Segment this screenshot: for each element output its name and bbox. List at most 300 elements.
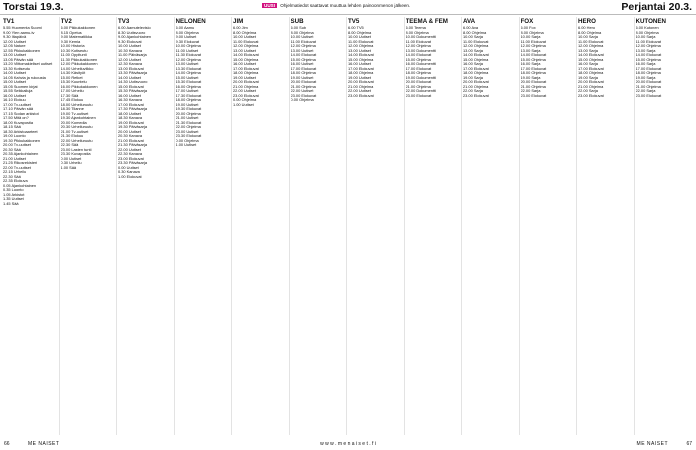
program-listing: 18.00 Ohjelma (635, 71, 661, 75)
program-listing: 15.00 Ohjelma (348, 57, 374, 62)
program-listing: 15.00 Ohjelma (578, 57, 604, 62)
program-listing: 17.50 Mitä on? (3, 116, 29, 120)
program-listing: 15.30 Elokuvat (175, 80, 202, 84)
program-listing: 13.00 Sarja (463, 48, 483, 53)
program-listing: 17.00 Elokuvat (290, 66, 317, 71)
program-listing: 14.00 Elokuvat (520, 53, 547, 57)
program-listing: 6.00 Sub (290, 26, 307, 30)
program-listing: 1.05 Arkistot (3, 192, 25, 197)
program-listing: 12.00 Ohjelma (635, 44, 661, 48)
program-listing: 14.00 Elokuvat (635, 53, 662, 57)
program-listing: 10.00 Uutiset (118, 44, 141, 48)
program-listing: 12.00 Pikkukakkonen (60, 62, 98, 66)
program-listing: 12.00 Ohjelma (463, 44, 489, 48)
program-listing: 6.00 Ava (463, 26, 479, 30)
channel-column (233, 17, 288, 437)
program-listing: 21.30 Päiväsarja (118, 143, 147, 147)
program-listing: 20.30 Sää (3, 147, 21, 152)
program-listing: 19.00 Sarja (520, 75, 541, 80)
program-listing: 16.00 Dokumentti (405, 62, 436, 66)
program-listing: 20.00 Ohjelma (175, 111, 201, 116)
channel-column (463, 17, 518, 437)
program-change-text: Ohjelmatiedot saattavat muuttua lehden painoonmenon jälkeen. (280, 3, 411, 8)
program-listing: 17.00 Elokuvat (463, 66, 489, 71)
program-listing: 16.30 Kanava (118, 98, 143, 102)
program-listing: 18.30 Arkistoaarteet (3, 129, 38, 134)
program-listing: 10.00 Sarja (463, 35, 483, 39)
program-listing: 15.00 Ohjelma (233, 57, 259, 62)
program-columns (3, 17, 693, 437)
column-divider (576, 17, 577, 435)
program-listing: 18.00 Ohjelma (233, 71, 259, 75)
program-listing: 18.15 Sää (3, 125, 21, 129)
program-listing: 13.00 Uutiset (348, 48, 371, 53)
program-listing: 6.00 TV5 (348, 26, 364, 30)
program-listing: 18.00 Urheiluruutu (60, 102, 93, 107)
channel-heading: TV3 (118, 18, 130, 25)
program-listing: 17.00 Uutiset (175, 89, 199, 93)
channel-heading: KUTONEN (635, 18, 666, 25)
program-listing: 22.30 Sää (60, 143, 79, 147)
program-listing: 12.00 Uutiset (3, 39, 26, 44)
program-listing: 12.00 Ohjelma (578, 44, 604, 48)
program-listing: 8.00 Ohjelma (463, 30, 487, 35)
channel-column (521, 17, 576, 437)
program-listing: 11.00 Elokuvat (348, 39, 374, 44)
program-listing: 17.30 Elokuvat (175, 93, 202, 98)
program-listing: 19.00 Sarja (578, 75, 598, 80)
program-listing: 9.30 Elokuvat (118, 39, 142, 44)
program-listing: 15.00 Elokuvat (118, 84, 144, 89)
program-listing: 16.00 Uutiset (348, 62, 371, 66)
program-listing: 16.00 Ohjelma (175, 84, 201, 89)
program-listing: 17.00 Elokuvat (348, 66, 374, 71)
program-listing: 19.00 Elokuvat (118, 120, 144, 125)
program-listing: 18.00 Uutiset (118, 111, 141, 116)
program-listing: 10.00 Sarja (520, 35, 541, 39)
program-listing: 13.00 Sarja (578, 48, 598, 53)
channel-column (176, 17, 231, 437)
program-listing: 16.00 Uutiset (3, 93, 26, 98)
column-divider (461, 17, 462, 435)
program-listing: 1.35 Uutiset (3, 197, 24, 201)
program-listing: 13.00 Uutiset (3, 53, 26, 57)
channel-column (61, 17, 116, 437)
channel-column (406, 17, 461, 437)
program-listing: 16.00 Sarja (635, 62, 656, 66)
channel-column (578, 17, 633, 437)
program-listing: 20.00 Elokuvat (233, 80, 259, 84)
program-listing: 19.30 Elokuvat (175, 107, 202, 111)
program-listing: 10.00 Ohjelma (175, 44, 201, 48)
program-listing: 13.00 Uutiset (233, 48, 256, 53)
header-rule (0, 14, 696, 15)
program-listing: 10.00 Historia (60, 44, 85, 48)
program-listing: 22.15 Urheilu (3, 170, 27, 174)
program-listing: 15.55 Seikkailuja (3, 89, 33, 93)
program-listing: 11.00 Oppitunti (60, 53, 87, 57)
program-listing: 23.30 Kuvapostia (60, 152, 91, 156)
program-listing: 22.00 Urheiluruutu (60, 138, 93, 143)
program-listing: 23.00 Elokuvat (463, 93, 489, 98)
program-listing: 6.00 Teema (405, 26, 426, 30)
program-listing: 22.00 Sarja (463, 89, 483, 93)
program-listing: 17.30 Päiväsarja (118, 107, 147, 111)
column-divider (404, 17, 405, 435)
program-listing: 8.00 Ohjelma (348, 30, 372, 35)
program-listing: 14.00 Urheiluviikko (60, 66, 94, 71)
program-listing: 14.05 Kahvia ja rukousta (3, 75, 46, 80)
program-listing: 13.00 Dokumentti (405, 48, 436, 53)
program-listing: 15.00 Ohjelma (463, 57, 489, 62)
program-listing: 19.00 Uutiset (175, 102, 199, 107)
program-listing: 21.00 Ohjelma (405, 84, 431, 89)
right-page-day-title: Perjantai 20.3. (621, 1, 692, 13)
program-listing: 22.35 Elokuva (3, 179, 28, 183)
program-listing: 12.00 Ohjelma (405, 44, 431, 48)
program-listing: 22.00 Sarja (578, 89, 598, 93)
program-listing: 0.30 Urheilu (60, 161, 82, 165)
program-listing: 13.00 Uutiset (290, 48, 314, 53)
program-listing: 17.10 Päivän sää (3, 107, 34, 111)
program-listing: 21.00 Ohjelma (520, 84, 546, 89)
program-listing: 22.00 Sarja (635, 89, 656, 93)
program-listing: 22.30 Sää (3, 174, 21, 179)
program-listing: 18.00 Ohjelma (405, 71, 431, 75)
program-listing: 23.00 Lasten tunti (60, 147, 92, 152)
program-listing: 12.55 Pikkukakkonen (3, 48, 40, 53)
column-divider (634, 17, 635, 435)
column-divider (289, 17, 290, 435)
program-listing: 17.00 Urheilu (60, 89, 84, 93)
program-listing: 6.00 Pikkukakkonen (60, 26, 96, 30)
program-listing: 22.00 Ohjelma (175, 125, 201, 129)
program-listing: 19.00 Uutiset (290, 75, 314, 80)
program-listing: 8.00 Ohjelma (635, 30, 659, 35)
program-listing: 8.00 Ohjelma (233, 30, 257, 35)
program-listing: 14.00 Elokuvat (290, 53, 317, 57)
program-listing: 21.00 Tv-uutiset (60, 129, 89, 134)
program-listing: 11.00 Elokuvat (578, 39, 604, 44)
channel-column (348, 17, 403, 437)
channel-heading: NELONEN (175, 18, 206, 25)
program-listing: 10.00 Dokumentti (405, 35, 436, 39)
program-listing: 15.00 Retket (60, 75, 83, 80)
program-listing: 6.00 Hero (578, 26, 596, 30)
program-listing: 9.00 Uutiset (175, 35, 197, 39)
program-listing: 6.00 Fox (520, 26, 536, 30)
program-listing: 23.00 Elokuvat (290, 93, 317, 98)
left-page-day-title: Torstai 19.3. (3, 1, 64, 13)
column-divider (174, 17, 175, 435)
channel-heading: TV1 (3, 18, 15, 25)
channel-column (3, 17, 58, 437)
website-url: w w w . m e n a i s e t . f i (320, 441, 376, 447)
page-footer (0, 438, 696, 450)
program-listing: 22.00 Tv-uutiset (3, 165, 31, 170)
channel-column (291, 17, 346, 437)
program-listing: 20.00 Elokuvat (635, 80, 662, 84)
program-listing: 22.00 Sarja (520, 89, 541, 93)
program-listing: 16.00 Sarja (578, 62, 598, 66)
channel-heading: AVA (463, 18, 476, 25)
program-listing: 9.30 Elokuvat (175, 39, 200, 44)
program-listing: 22.30 Kanava (118, 152, 143, 156)
program-listing: 13.05 Päivän sää (3, 57, 34, 62)
program-listing: 11.00 Elokuvat (290, 39, 316, 44)
program-listing: 12.05 Nature (3, 44, 26, 48)
program-listing: 8.00 Ohjelma (290, 30, 314, 35)
program-listing: 22.00 Uutiset (348, 89, 371, 93)
program-listing: 15.00 Ohjelma (520, 57, 546, 62)
channel-heading: SUB (290, 18, 304, 25)
channel-heading: TEEMA & FEM (405, 18, 448, 25)
program-listing: 22.00 Uutiset (118, 147, 141, 152)
program-listing: 15.00 Uutiset (3, 80, 26, 84)
program-listing: 21.00 Ohjelma (290, 84, 316, 89)
program-listing: 13.20 Viittomakieliset uutiset (3, 62, 53, 66)
program-listing: 0.00 Ohjelma (290, 98, 314, 102)
program-listing: 9.00 Matematiikka (60, 35, 93, 39)
program-listing: 18.00 Ohjelma (290, 71, 316, 75)
program-listing: 8.00 Ohjelma (405, 30, 429, 35)
program-listing: 6.00 Aamutelevisio (118, 26, 151, 30)
program-listing: 14.00 Uutiset (118, 75, 141, 80)
program-listing: 13.00 Sarja (635, 48, 656, 53)
column-divider (519, 17, 520, 435)
program-listing: 20.30 Kanava (118, 134, 143, 138)
program-listing: 20.00 Elokuvat (348, 80, 374, 84)
program-listing: 21.30 Elokuvat (175, 120, 202, 125)
program-listing: 8.00 Ohjelma (520, 30, 544, 35)
program-listing: 19.30 Ajankohtainen (60, 116, 96, 120)
program-listing: 17.45 Elokuu (60, 98, 84, 102)
program-listing: 15.00 Ohjelma (405, 57, 431, 62)
program-listing: 14.30 Uutisvuoro (118, 80, 148, 84)
program-listing: 14.00 Elokuvat (233, 53, 259, 57)
program-listing: 21.00 Uutiset (3, 156, 26, 161)
program-listing: 19.30 Pikkukakkonen (3, 138, 40, 143)
program-listing: 14.00 Elokuvat (348, 53, 374, 57)
program-listing: 21.00 Ohjelma (348, 84, 374, 89)
program-listing: 20.00 Elokuvat (520, 80, 547, 84)
program-listing: 11.00 Uutiset (175, 48, 199, 53)
program-listing: 23.00 Elokuvat (348, 93, 374, 98)
program-listing: 6.00 Jim (233, 26, 248, 30)
program-listing: 16.00 Uutiset (118, 93, 141, 98)
program-listing: 23.00 Elokuvat (520, 93, 547, 98)
program-listing: 0.00 Uutiset (118, 165, 139, 170)
program-listing: 0.00 Ohjelma (175, 138, 199, 143)
program-listing: 17.00 Tv-uutiset (3, 102, 31, 107)
program-listing: 8.00 Ohjelma (578, 30, 602, 35)
program-listing: 13.00 Elokuvat (118, 66, 144, 71)
magazine-name-left: ME NAISET (28, 441, 60, 447)
channel-heading: TV2 (60, 18, 72, 25)
program-listing: 22.00 Dokumentti (405, 89, 436, 93)
program-listing: 11.00 Elokuvat (233, 39, 259, 44)
program-listing: 18.00 Ohjelma (348, 71, 374, 75)
program-listing: 16.00 Uutiset (290, 62, 314, 66)
program-listing: 20.30 Urheiluruutu (60, 125, 93, 129)
program-listing: 19.00 Sarja (463, 75, 483, 80)
program-listing: 14.30 Käsityöt (60, 71, 86, 75)
program-listing: 20.00 Komedia (60, 120, 87, 125)
program-listing: 10.00 Uutiset (348, 35, 371, 39)
channel-column (118, 17, 173, 437)
program-listing: 16.00 Sarja (520, 62, 541, 66)
program-listing: 9.00 Ajankohtainen (118, 35, 152, 39)
program-listing: 23.00 Uutiset (175, 129, 199, 134)
program-listing: 12.00 Ohjelma (348, 44, 374, 48)
program-listing: 8.30 Uutisvuoro (118, 30, 146, 35)
page-number-right: 67 (686, 441, 692, 447)
column-divider (116, 17, 117, 435)
magazine-name-right: ME NAISET (636, 441, 668, 447)
page-number-left: 66 (4, 441, 10, 447)
program-listing: 19.30 Päiväsarja (118, 125, 147, 129)
channel-heading: TV5 (348, 18, 360, 25)
program-listing: 11.00 Elokuvat (520, 39, 546, 44)
program-listing: 20.00 Uutiset (118, 129, 141, 134)
program-listing: 11.00 Päiväsarja (118, 53, 147, 57)
program-listing: 11.00 Elokuvat (463, 39, 489, 44)
program-listing: 18.30 Tilanne (60, 107, 84, 111)
program-listing: 18.00 Ohjelma (578, 71, 604, 75)
column-divider (59, 17, 60, 435)
program-listing: 12.00 Ohjelma (290, 44, 316, 48)
program-listing: 11.00 Elokuvat (405, 39, 431, 44)
program-listing: 20.00 Elokuvat (578, 80, 604, 84)
program-listing: 6.00 Kutonen (635, 26, 659, 30)
program-listing: 23.30 Elokuvat (175, 134, 202, 138)
program-listing: 0.00 Ohjelma (233, 98, 257, 102)
program-listing: 21.25 Rikosrekisteri (3, 161, 38, 165)
program-listing: 23.00 Elokuvat (578, 93, 604, 98)
program-listing: 16.00 Sarja (463, 62, 483, 66)
program-listing: 20.00 Elokuvat (405, 80, 432, 84)
program-listing: 17.00 Elokuvat (520, 66, 547, 71)
program-listing: 20.00 Elokuvat (290, 80, 317, 84)
program-listing: 10.00 Uutiset (233, 35, 256, 39)
program-listing: 0.00 Uutiset (60, 156, 82, 161)
program-listing: 17.00 Elokuvat (405, 66, 432, 71)
program-listing: 11.30 Elokuvat (175, 53, 201, 57)
program-listing: 20.35 Ajankohtainen (3, 152, 39, 156)
column-divider (346, 17, 347, 435)
program-listing: 14.00 Uutiset (3, 71, 26, 75)
program-listing: 16.10 Elokuu (3, 98, 26, 102)
program-listing: 23.30 Päiväsarja (118, 161, 147, 165)
program-listing: 9.00 Ylen aamu-tv (3, 30, 35, 35)
program-listing: 21.00 Ohjelma (578, 84, 604, 89)
program-listing: 21.00 Uutiset (175, 116, 199, 120)
program-listing: 1.45 Sää (3, 201, 19, 206)
program-listing: 13.00 Uutiset (175, 62, 199, 66)
program-listing: 19.00 Uutiset (233, 75, 256, 80)
program-listing: 12.00 Uutiset (118, 57, 141, 62)
program-listing: 10.00 Sarja (635, 35, 656, 39)
program-listing: 13.30 Kotiseutu (3, 66, 31, 71)
program-listing: 8.00 Ohjelma (175, 30, 199, 35)
column-divider (231, 17, 232, 435)
program-listing: 18.00 Ohjelma (520, 71, 546, 75)
program-listing: 15.00 Ohjelma (635, 57, 661, 62)
program-listing: 0.30 Kanava (118, 170, 140, 174)
program-listing: 8.15 Opetus (60, 30, 82, 35)
program-listing: 21.00 Elokuvat (118, 138, 144, 143)
program-listing: 18.00 Ohjelma (175, 98, 201, 102)
program-listing: 21.00 Ohjelma (233, 84, 259, 89)
program-listing: 23.00 Elokuvat (635, 93, 662, 98)
program-listing: 1.00 Uutiset (175, 143, 197, 147)
program-listing: 18.00 Ohjelma (463, 71, 489, 75)
program-listing: 1.00 Sää (60, 165, 77, 170)
new-badge: UUSI (264, 3, 275, 8)
program-listing: 11.30 Pikkukakkonen (60, 57, 98, 62)
program-listing: 23.00 Elokuvat (405, 93, 432, 98)
program-listing: 15.00 Uutiset (175, 75, 199, 80)
program-listing: 22.00 Uutiset (233, 89, 256, 93)
program-listing: 17.00 Elokuvat (635, 66, 662, 71)
program-listing: 0.05 Ajankohtainen (3, 183, 37, 188)
program-listing: 12.00 Ohjelma (175, 57, 201, 62)
program-listing: 23.00 Elokuvat (118, 156, 144, 161)
program-listing: 16.00 Pikkukakkonen (60, 84, 98, 89)
program-listing: 22.00 Uutiset (290, 89, 314, 93)
channel-heading: JIM (233, 18, 244, 25)
program-listing: 19.00 Luonto (3, 134, 26, 138)
program-listing: 1.00 Elokuvat (118, 174, 142, 179)
program-listing: 14.00 Elokuvat (405, 53, 432, 57)
channel-heading: HERO (578, 18, 596, 25)
program-listing: 21.30 Elokuu (60, 134, 84, 138)
channel-column (636, 17, 691, 437)
program-listing: 16.00 Uutiset (233, 62, 256, 66)
program-listing: 9.30 Iltapäivä (3, 35, 27, 39)
program-listing: 20.00 Elokuvat (463, 80, 489, 84)
program-listing: 10.00 Uutiset (290, 35, 314, 39)
program-listing: 0.35 Luonto (3, 188, 24, 192)
program-listing: 18.00 Kuvapostia (3, 120, 34, 125)
program-listing: 12.30 Kanava (118, 62, 143, 66)
program-listing: 12.00 Ohjelma (233, 44, 259, 48)
program-listing: 15.30 Kuuntelu (60, 80, 87, 84)
program-listing: 17.00 Elokuvat (233, 66, 259, 71)
program-listing: 12.00 Ohjelma (520, 44, 546, 48)
page-header (0, 0, 696, 14)
program-listing: 13.30 Päiväsarja (118, 71, 147, 75)
program-listing: 15.05 Suomen kirjat (3, 84, 38, 89)
program-listing: 19.00 Dokumentti (405, 75, 436, 80)
program-listing: 18.30 Kanava (118, 116, 143, 120)
program-listing: 20.00 Tv-uutiset (3, 143, 31, 147)
program-listing: 19.00 Sarja (635, 75, 656, 80)
program-change-note (262, 3, 410, 8)
program-listing: 21.00 Ohjelma (635, 84, 661, 89)
program-listing: 14.00 Elokuvat (463, 53, 489, 57)
program-listing: 19.00 Tv-uutiset (60, 111, 89, 116)
program-listing: 13.30 Elokuvat (175, 66, 202, 71)
program-listing: 17.15 Sodan arkistot (3, 111, 39, 116)
program-listing: 21.00 Ohjelma (463, 84, 489, 89)
program-listing: 13.00 Sarja (520, 48, 541, 53)
program-listing: 15.00 Ohjelma (290, 57, 316, 62)
program-listing: 10.00 Sarja (578, 35, 598, 39)
channel-heading: FOX (520, 18, 534, 25)
program-listing: 17.30 Sää (60, 93, 79, 98)
program-listing: 14.00 Ohjelma (175, 71, 201, 75)
